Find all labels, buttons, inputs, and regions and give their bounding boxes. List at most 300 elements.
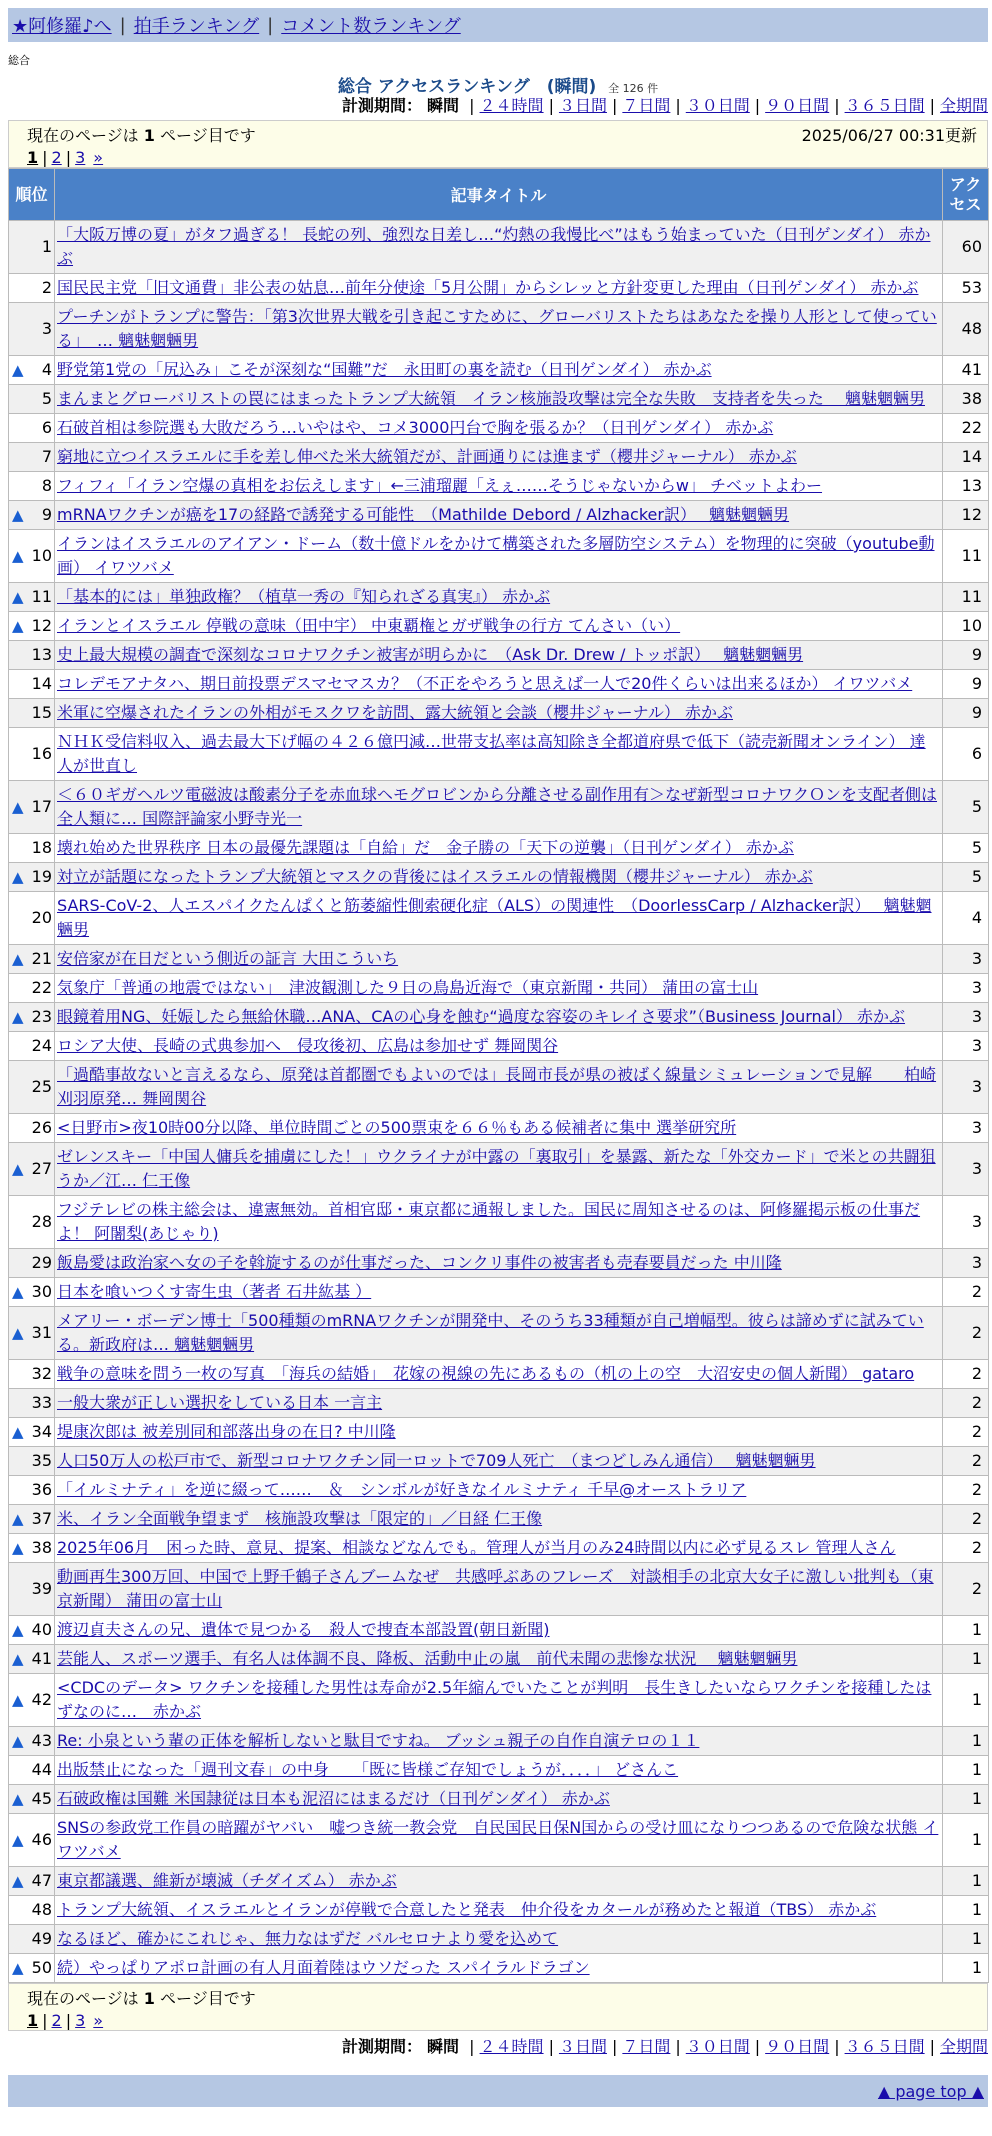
ranking-row [9,1249,989,1278]
title-cell [55,1505,943,1534]
period-option-link[interactable]: ３０日間 [685,2037,750,2056]
ranking-row [9,1645,989,1674]
rank-number: 24 [31,1036,52,1055]
rank-number: 21 [31,949,52,968]
updated-timestamp: 2025/06/27 00:31更新 [801,126,977,145]
ranking-row [9,1003,989,1032]
article-title-link[interactable]: ゼレンスキー「中国人傭兵を捕虜にした！」ウクライナが中露の「裏取引」を暴露、新たな「外交カード」で米との共闘狙うか／江… 仁王像 [57,1147,936,1190]
access-count: 13 [943,472,989,501]
title-cell [55,385,943,414]
ranking-title: 総合 アクセスランキング (瞬間) [337,77,597,97]
rank-number: 42 [31,1690,52,1709]
rank-cell [9,1003,55,1032]
period-selector-bottom [8,2035,988,2059]
title-cell [55,356,943,385]
rank-up-arrow-icon: ▲ [12,798,24,816]
period-option-link[interactable]: 全期間 [939,96,988,115]
pager-separator: | [42,148,48,167]
title-cell [55,863,943,892]
ranking-row [9,863,989,892]
article-title-link[interactable]: イランとイスラエル 停戦の意味（田中宇） 中東覇権とガザ戦争の行方 てんさい（い） [57,616,681,635]
rank-number: 1 [41,237,52,256]
ranking-row [9,945,989,974]
title-cell [55,728,943,781]
access-count: 1 [943,1896,989,1925]
pagination [27,2010,977,2032]
access-count: 3 [943,974,989,1003]
period-option-link[interactable]: ３日間 [558,96,607,115]
access-count: 1 [943,1645,989,1674]
ranking-row [9,699,989,728]
access-count: 3 [943,1143,989,1196]
access-count: 2 [943,1389,989,1418]
rank-cell [9,472,55,501]
article-title-link[interactable]: 眼鏡着用NG、妊娠したら無給休職…ANA、CAの心身を蝕む“過度な容姿のキレイさ要求”（Business Journal） 赤かぶ [57,1007,906,1026]
ranking-table [8,168,989,1983]
rank-number: 17 [31,797,52,816]
rank-cell [9,1616,55,1645]
rank-number: 9 [41,505,52,524]
article-title-link[interactable]: なるほど、確かにこれじゃ、無力なはずだ バルセロナより愛を込めて [57,1929,559,1948]
article-title-link[interactable]: 出版禁止になった「週刊文春」の中身 「既に皆様ご存知でしょうが．．．．」 どさんこ [57,1760,679,1779]
article-title-link[interactable]: SARS-CoV-2、人エスパイクたんぱくと筋萎縮性側索硬化症（ALS）の関連性 （DoorlessCarp / Alzhacker訳） 魑魅魍魎男 [57,896,932,939]
rank-number: 33 [31,1393,52,1412]
period-option-link[interactable]: 全期間 [939,2037,988,2056]
pager-separator: | [65,2011,72,2030]
ranking-row [9,1756,989,1785]
current-page-text [27,125,256,147]
rank-number: 11 [31,587,52,606]
rank-number: 8 [41,476,52,495]
ranking-row [9,221,989,274]
period-option-link[interactable]: ２４時間 [479,96,544,115]
article-title-link[interactable]: 安倍家が在日だという側近の証言 大田こういち [57,949,399,968]
rank-up-arrow-icon: ▲ [12,1510,24,1528]
rank-cell [9,1814,55,1867]
article-title-link[interactable]: 続）やっぱりアポロ計画の有人月面着陸はウソだった スパイラルドラゴン [57,1958,590,1977]
ranking-row [9,1114,989,1143]
title-cell [55,1032,943,1061]
article-title-link[interactable]: <日野市>夜10時00分以降、単位時間ごとの500票束を６６％もある候補者に集中 選挙研究所 [57,1118,737,1137]
rank-number: 20 [31,908,52,927]
pager-page-link[interactable]: 3 [75,2011,86,2030]
rank-cell [9,274,55,303]
access-count: 1 [943,1616,989,1645]
ranking-row [9,1616,989,1645]
col-title-header: 記事タイトル [55,169,943,221]
ranking-row [9,583,989,612]
article-title-link[interactable]: ＮＨＫ受信料収入、過去最大下げ幅の４２６億円減…世帯支払率は高知除き全都道府県で低下（読売新聞オンライン） 達人が世直し [57,732,926,775]
ranking-row [9,1896,989,1925]
home-link[interactable]: ★阿修羅♪へ [12,16,112,37]
title-cell [55,1307,943,1360]
current-page-suffix: ページ目です [160,126,256,145]
title-cell [55,1954,943,1983]
title-cell [55,1896,943,1925]
period-separator: | [469,2037,475,2056]
rank-cell [9,1534,55,1563]
rank-number: 3 [41,319,52,338]
article-title-link[interactable]: 「基本的には」単独政権？（植草一秀の『知られざる真実』） 赤かぶ [57,587,551,606]
period-separator: | [469,96,475,115]
access-count: 10 [943,612,989,641]
article-title-link[interactable]: 飯島愛は政治家へ女の子を斡旋するのが仕事だった、コンクリ事件の被害者も売春要員だった 中川隆 [57,1253,782,1272]
article-title-link[interactable]: 戦争の意味を問う一枚の写真 「海兵の結婚」 花嫁の視線の先にあるもの（机の上の空 大沼安史の個人新聞） gataro [57,1364,915,1383]
rank-cell [9,385,55,414]
title-cell [55,1814,943,1867]
rank-up-arrow-icon: ▲ [12,588,24,606]
article-title-link[interactable]: 東京都議選、維新が壊滅（チダイズム） 赤かぶ [57,1871,397,1890]
article-title-link[interactable]: 野党第1党の「尻込み」こそが深刻な“国難”だ 永田町の裏を読む（日刊ゲンダイ） 赤かぶ [57,360,712,379]
ranking-row [9,1925,989,1954]
rank-up-arrow-icon: ▲ [12,1539,24,1557]
title-cell [55,1756,943,1785]
period-option-link[interactable]: ９０日間 [765,2037,830,2056]
rank-cell [9,1505,55,1534]
period-current: 瞬間 [427,96,460,115]
page-title [8,72,988,97]
rank-number: 37 [31,1509,52,1528]
access-count: 3 [943,1061,989,1114]
title-cell [55,892,943,945]
rank-number: 13 [31,645,52,664]
rank-cell [9,670,55,699]
rank-cell [9,1867,55,1896]
pagination [27,147,977,169]
rank-up-arrow-icon: ▲ [12,1160,24,1178]
article-title-link[interactable]: 窮地に立つイスラエルに手を差し伸べた米大統領だが、計画通りには進まず（櫻井ジャーナル） 赤かぶ [57,447,797,466]
rank-number: 50 [31,1958,52,1977]
rank-number: 16 [31,744,52,763]
rank-number: 39 [31,1579,52,1598]
page-info-top [8,120,988,168]
title-cell [55,1278,943,1307]
title-cell [55,501,943,530]
access-count: 3 [943,1032,989,1061]
ranking-row [9,612,989,641]
rank-cell [9,1061,55,1114]
pager-next-link[interactable]: » [93,148,104,167]
title-cell [55,1727,943,1756]
ranking-row [9,1307,989,1360]
access-count: 11 [943,530,989,583]
title-cell [55,583,943,612]
rank-cell [9,1563,55,1616]
article-title-link[interactable]: 石破首相は参院選も大敗だろう…いやはや、コメ3000円台で胸を張るか？（日刊ゲンダイ） 赤かぶ [57,418,774,437]
title-cell [55,1563,943,1616]
rank-number: 48 [31,1900,52,1919]
ranking-row [9,1954,989,1983]
article-title-link[interactable]: フジテレビの株主総会は、違憲無効。首相官邸・東京都に通報しました。国民に周知させるのは、阿修羅掲示板の仕事だよ！ 阿闍梨(あじゃり) [57,1200,921,1243]
period-option-link[interactable]: ３０日間 [685,96,750,115]
article-title-link[interactable]: 国民民主党「旧文通費」非公表の姑息…前年分使途「5月公開」からシレッと方針変更した理由（日刊ゲンダイ） 赤かぶ [57,278,919,297]
clap-ranking-link[interactable]: 拍手ランキング [133,16,260,37]
title-cell [55,945,943,974]
top-nav-bar [8,8,988,42]
page-top-link[interactable]: ▲ page top ▲ [877,2081,984,2101]
title-cell [55,1389,943,1418]
access-count: 1 [943,1674,989,1727]
article-title-link[interactable]: ＜６０ギガヘルツ電磁波は酸素分子を赤血球ヘモグロビンから分離させる副作用有＞なぜ新型コロナワクＯンを支配者側は全人類に… 国際評論家小野寺光一 [57,785,938,828]
pager-next-link[interactable]: » [93,2011,104,2030]
period-current: 瞬間 [427,2037,460,2056]
article-title-link[interactable]: <CDCのデータ> ワクチンを接種した男性は寿命が2.5年縮んでいたことが判明 長生きしたいならワクチンを接種したはずなのに… 赤かぶ [57,1678,932,1721]
rank-cell [9,1476,55,1505]
access-count: 22 [943,414,989,443]
access-count: 5 [943,781,989,834]
ranking-row [9,385,989,414]
period-option-link[interactable]: ７日間 [622,2037,671,2056]
ranking-row [9,303,989,356]
ranking-row [9,834,989,863]
rank-cell [9,781,55,834]
access-count: 2 [943,1418,989,1447]
period-selector-top [8,94,988,118]
ranking-row [9,1032,989,1061]
ranking-row [9,1447,989,1476]
rank-cell [9,583,55,612]
ranking-row [9,414,989,443]
nav-separator: | [119,14,126,36]
article-title-link[interactable]: 日本を喰いつくす寄生虫（著者 石井紘基 ） [57,1282,372,1301]
access-count: 2 [943,1447,989,1476]
rank-up-arrow-icon: ▲ [12,1423,24,1441]
title-cell [55,414,943,443]
access-count: 1 [943,1727,989,1756]
ranking-row [9,974,989,1003]
article-title-link[interactable]: フィフィ「イラン空爆の真相をお伝えします」←三浦瑠麗「えぇ……そうじゃないからw」 チベットよわー [57,476,823,495]
rank-up-arrow-icon: ▲ [12,1790,24,1808]
article-title-link[interactable]: Re: 小泉という輩の正体を解析しないと駄目ですね。 ブッシュ親子の自作自演テロの１１ [57,1731,700,1750]
access-count: 1 [943,1756,989,1785]
article-title-link[interactable]: まんまとグローバリストの罠にはまったトランプ大統領 イラン核施設攻撃は完全な失敗 支持者を失った 魑魅魍魎男 [57,389,925,408]
rank-up-arrow-icon: ▲ [12,868,24,886]
article-title-link[interactable]: 気象庁「普通の地震ではない」 津波観測した９日の鳥島近海で（東京新聞・共同） 蒲田の富士山 [57,978,759,997]
access-count: 9 [943,641,989,670]
access-count: 5 [943,834,989,863]
period-option-link[interactable]: ２４時間 [479,2037,544,2056]
rank-cell [9,974,55,1003]
access-count: 3 [943,945,989,974]
access-count: 2 [943,1278,989,1307]
rank-up-arrow-icon: ▲ [12,547,24,565]
article-title-link[interactable]: 堤康次郎は 被差別同和部落出身の在日? 中川隆 [57,1422,396,1441]
rank-cell [9,834,55,863]
pager-separator: | [65,148,72,167]
pager-page-link[interactable]: 2 [51,148,62,167]
rank-cell [9,1727,55,1756]
ranking-row [9,1143,989,1196]
title-cell [55,670,943,699]
ranking-row [9,670,989,699]
rank-up-arrow-icon: ▲ [12,950,24,968]
access-count: 38 [943,385,989,414]
article-title-link[interactable]: プーチンがトランプに警告：「第3次世界大戦を引き起こすために、グローバリストたちはあなたを操り人形として使っている」 … 魑魅魍魎男 [57,307,937,350]
article-title-link[interactable]: 壊れ始めた世界秩序 日本の最優先課題は「自給」だ 金子勝の「天下の逆襲」（日刊ゲンダイ） 赤かぶ [57,838,794,857]
article-title-link[interactable]: 対立が話題になったトランプ大統領とマスクの背後にはイスラエルの情報機関（櫻井ジャーナル） 赤かぶ [57,867,813,886]
period-options [464,2037,988,2056]
rank-cell [9,414,55,443]
article-title-link[interactable]: mRNAワクチンが癌を17の経路で誘発する可能性 （Mathilde Debord / Alzhacker訳） 魑魅魍魎男 [57,505,790,524]
rank-cell [9,501,55,530]
rank-number: 43 [31,1731,52,1750]
access-count: 60 [943,221,989,274]
ranking-row [9,443,989,472]
ranking-row [9,274,989,303]
rank-number: 12 [31,616,52,635]
article-title-link[interactable]: 米軍に空爆されたイランの外相がモスクワを訪問、露大統領と会談（櫻井ジャーナル） 赤かぶ [57,703,733,722]
ranking-row [9,1196,989,1249]
article-title-link[interactable]: 米、イラン全面戦争望まず 核施設攻撃は「限定的」／日経 仁王像 [57,1509,543,1528]
article-title-link[interactable]: イランはイスラエルのアイアン・ドーム（数十億ドルをかけて構築された多層防空システム）を物理的に突破（youtube動画） イワツバメ [57,534,935,577]
rank-up-arrow-icon: ▲ [12,1324,24,1342]
pager-separator: | [42,2011,48,2030]
rank-cell [9,1785,55,1814]
rank-cell [9,1896,55,1925]
ranking-row [9,530,989,583]
article-title-link[interactable]: ロシア大使、長崎の式典参加へ 侵攻後初、広島は参加せず 舞岡関谷 [57,1036,559,1055]
access-count: 41 [943,356,989,385]
comment-ranking-link[interactable]: コメント数ランキング [281,16,461,37]
rank-up-arrow-icon: ▲ [12,1650,24,1668]
article-title-link[interactable]: 「イルミナティ」を逆に綴って…… ＆ シンボルが好きなイルミナティ 千早@オーストラリア [57,1480,747,1499]
period-option-link[interactable]: ９０日間 [765,96,830,115]
rank-number: 30 [31,1282,52,1301]
rank-number: 7 [41,447,52,466]
article-title-link[interactable]: SNSの参政党工作員の暗躍がヤバい 嘘つき統一教会党 自民国民日保N国からの受け皿になりつつあるので危険な状態 イワツバメ [57,1818,939,1861]
current-page-prefix: 現在のページは [27,1989,139,2008]
rank-number: 27 [31,1159,52,1178]
article-title-link[interactable]: トランプ大統領、イスラエルとイランが停戦で合意したと発表 仲介役をカタールが務めたと報道（TBS） 赤かぶ [57,1900,877,1919]
rank-number: 25 [31,1077,52,1096]
rank-cell [9,1674,55,1727]
rank-number: 45 [31,1789,52,1808]
title-cell [55,641,943,670]
rank-cell [9,1249,55,1278]
rank-up-arrow-icon: ▲ [12,1831,24,1849]
rank-cell [9,1196,55,1249]
title-cell [55,1447,943,1476]
rank-cell [9,356,55,385]
access-count: 2 [943,1505,989,1534]
title-cell [55,530,943,583]
rank-up-arrow-icon: ▲ [12,506,24,524]
period-separator: | [929,96,935,115]
rank-number: 41 [31,1649,52,1668]
title-cell [55,1785,943,1814]
pager-current-page: 1 [27,2011,39,2030]
article-title-link[interactable]: 一般大衆が正しい選択をしている日本 一言主 [57,1393,383,1412]
access-count: 9 [943,670,989,699]
access-count: 2 [943,1563,989,1616]
title-cell [55,1925,943,1954]
article-title-link[interactable]: 「過酷事故ないと言えるなら、原発は首都圏でもよいのでは」長岡市長が県の被ばく線量シミュレーションで見解 柏崎刈羽原発… 舞岡関谷 [57,1065,937,1108]
period-option-link[interactable]: ３６５日間 [844,2037,925,2056]
rank-cell [9,612,55,641]
pager-page-link[interactable]: 3 [75,148,86,167]
article-title-link[interactable]: 芸能人、スポーツ選手、有名人は体調不良、降板、活動中止の嵐 前代未聞の悲惨な状況 魑魅魍魎男 [57,1649,798,1668]
period-option-link[interactable]: ３日間 [558,2037,607,2056]
access-count: 1 [943,1925,989,1954]
rank-up-arrow-icon: ▲ [12,1691,24,1709]
rank-cell [9,1756,55,1785]
rank-up-arrow-icon: ▲ [12,1283,24,1301]
article-title-link[interactable]: 史上最大規模の調査で深刻なコロナワクチン被害が明らかに （Ask Dr. Drew / トッポ訳） 魑魅魍魎男 [57,645,804,664]
access-count: 1 [943,1785,989,1814]
rank-cell [9,892,55,945]
rank-cell [9,1143,55,1196]
access-count: 6 [943,728,989,781]
rank-cell [9,1954,55,1983]
title-cell [55,974,943,1003]
article-title-link[interactable]: 「大阪万博の夏」がタフ過ぎる！ 長蛇の列、強烈な日差し…“灼熱の我慢比べ”はもう始まっていた（日刊ゲンダイ） 赤かぶ [57,225,931,268]
title-cell [55,1196,943,1249]
title-cell [55,699,943,728]
period-separator: | [675,2037,681,2056]
article-title-link[interactable]: 渡辺貞夫さんの兄、遺体で見つかる 殺人で捜査本部設置(朝日新聞) [57,1620,550,1639]
article-title-link[interactable]: コレデモアナタハ、期日前投票デスマセマスカ？（不正をやろうと思えば一人で20件くらいは出来るほか） イワツバメ [57,674,913,693]
ranking-row [9,641,989,670]
rank-cell [9,728,55,781]
section-label: 総合 [8,54,30,67]
rank-up-arrow-icon: ▲ [12,1959,24,1977]
rank-number: 47 [31,1871,52,1890]
rank-number: 10 [31,546,52,565]
article-title-link[interactable]: メアリー・ボーデン博士「500種類のmRNAワクチンが開発中、そのうち33種類が自己増幅型。彼らは諦めずに試みている。新政府は… 魑魅魍魎男 [57,1311,924,1354]
ranking-rows [9,221,989,1983]
rank-cell [9,699,55,728]
ranking-row [9,1360,989,1389]
rank-cell [9,1645,55,1674]
title-cell [55,1114,943,1143]
rank-cell [9,1925,55,1954]
title-cell [55,834,943,863]
article-title-link[interactable]: 人口50万人の松戸市で、新型コロナワクチン同一ロットで709人死亡 （まつどしみん通信） 魑魅魍魎男 [57,1451,816,1470]
article-title-link[interactable]: 石破政権は国難 米国隷従は日本も泥沼にはまるだけ（日刊ゲンダイ） 赤かぶ [57,1789,610,1808]
rank-number: 2 [41,278,52,297]
col-access-header: アクセス [943,169,989,221]
rank-number: 29 [31,1253,52,1272]
rank-number: 22 [31,978,52,997]
period-option-link[interactable]: ３６５日間 [844,96,925,115]
rank-cell [9,303,55,356]
ranking-row [9,1278,989,1307]
access-count: 3 [943,1114,989,1143]
rank-number: 46 [31,1830,52,1849]
rank-cell [9,1114,55,1143]
article-title-link[interactable]: 2025年06月 困った時、意見、提案、相談などなんでも。管理人が当月のみ24時間以内に必ず見るスレ 管理人さん [57,1538,896,1557]
rank-cell [9,1307,55,1360]
access-count: 1 [943,1867,989,1896]
rank-number: 35 [31,1451,52,1470]
access-count: 2 [943,1360,989,1389]
access-count: 1 [943,1814,989,1867]
total-count: 全 126 件 [608,82,659,95]
current-page-suffix: ページ目です [160,1989,256,2008]
rank-number: 19 [31,867,52,886]
rank-cell [9,1032,55,1061]
pager-page-link[interactable]: 2 [51,2011,62,2030]
article-title-link[interactable]: 動画再生300万回、中国で上野千鶴子さんブームなぜ 共感呼ぶあのフレーズ 対談相手の北京大女子に激しい批判も（東京新聞） 蒲田の富士山 [57,1567,934,1610]
ranking-row [9,1389,989,1418]
title-cell [55,303,943,356]
period-separator: | [929,2037,935,2056]
title-cell [55,612,943,641]
period-option-link[interactable]: ７日間 [622,96,671,115]
access-count: 53 [943,274,989,303]
title-cell [55,1143,943,1196]
ranking-row [9,1534,989,1563]
